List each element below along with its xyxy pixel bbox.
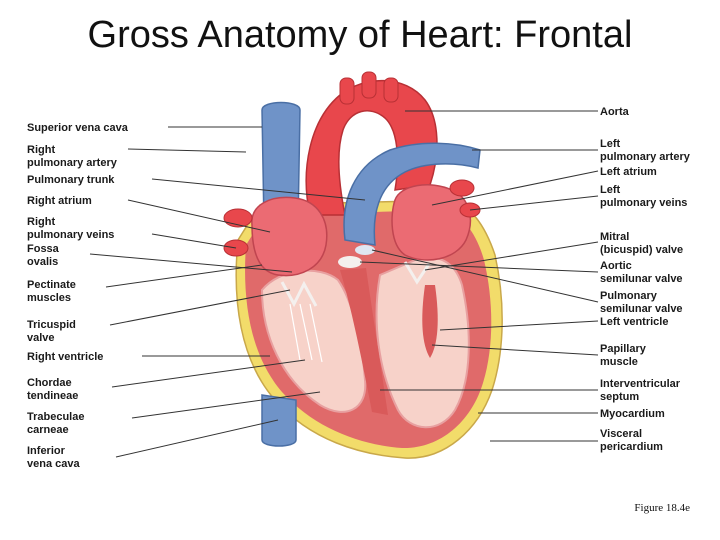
leader-right-pulmonary-artery — [128, 149, 246, 152]
aortic-branch-2 — [362, 72, 376, 98]
left-pulmonary-vein-1 — [450, 180, 474, 196]
right-atrium — [252, 197, 327, 275]
heart-illustration — [224, 72, 502, 458]
leader-inferior-vena-cava — [116, 420, 278, 457]
label-inferior-vena-cava: Inferior vena cava — [27, 445, 80, 470]
label-pulmonary-semilunar-valve: Pulmonary semilunar valve — [600, 290, 683, 315]
labels-left — [27, 122, 129, 470]
label-chordae-tendineae: Chordae tendineae — [27, 377, 79, 402]
label-tricuspid-valve: Tricuspid valve — [27, 319, 76, 344]
label-left-ventricle: Left ventricle — [600, 316, 669, 328]
label-right-pulmonary-veins: Right pulmonary veins — [27, 216, 115, 241]
label-aortic-semilunar-valve: Aortic semilunar valve — [600, 260, 683, 285]
label-interventricular-septum: Interventricular septum — [600, 378, 681, 403]
label-visceral-pericardium: Visceral pericardium — [600, 428, 663, 453]
labels-right — [600, 106, 691, 453]
page-title: Gross Anatomy of Heart: Frontal — [87, 14, 633, 56]
label-pulmonary-trunk: Pulmonary trunk — [27, 174, 115, 186]
label-superior-vena-cava: Superior vena cava — [27, 122, 128, 134]
label-left-atrium: Left atrium — [600, 166, 657, 178]
label-pectinate-muscles: Pectinate muscles — [27, 279, 76, 304]
label-papillary-muscle: Papillary muscle — [600, 343, 646, 368]
label-right-pulmonary-artery: Right pulmonary artery — [27, 144, 117, 169]
aortic-semilunar-valve — [338, 256, 362, 268]
label-mitral-valve: Mitral (bicuspid) valve — [600, 231, 684, 256]
figure-caption: Figure 18.4e — [634, 502, 690, 514]
label-left-pulmonary-artery: Left pulmonary artery — [600, 138, 690, 163]
label-trabeculae-carneae: Trabeculae carneae — [27, 411, 85, 436]
label-right-atrium: Right atrium — [27, 195, 92, 207]
label-myocardium: Myocardium — [600, 408, 665, 420]
label-aorta: Aorta — [600, 106, 629, 118]
leader-right-pulmonary-veins — [152, 234, 236, 248]
aortic-branch-1 — [340, 78, 354, 104]
aortic-branch-3 — [384, 78, 398, 102]
leader-left-pulmonary-veins — [470, 196, 598, 210]
label-left-pulmonary-veins: Left pulmonary veins — [600, 184, 688, 209]
label-fossa-ovalis: Fossa ovalis — [27, 243, 59, 268]
label-right-ventricle: Right ventricle — [27, 351, 104, 363]
inferior-vena-cava — [262, 395, 296, 446]
